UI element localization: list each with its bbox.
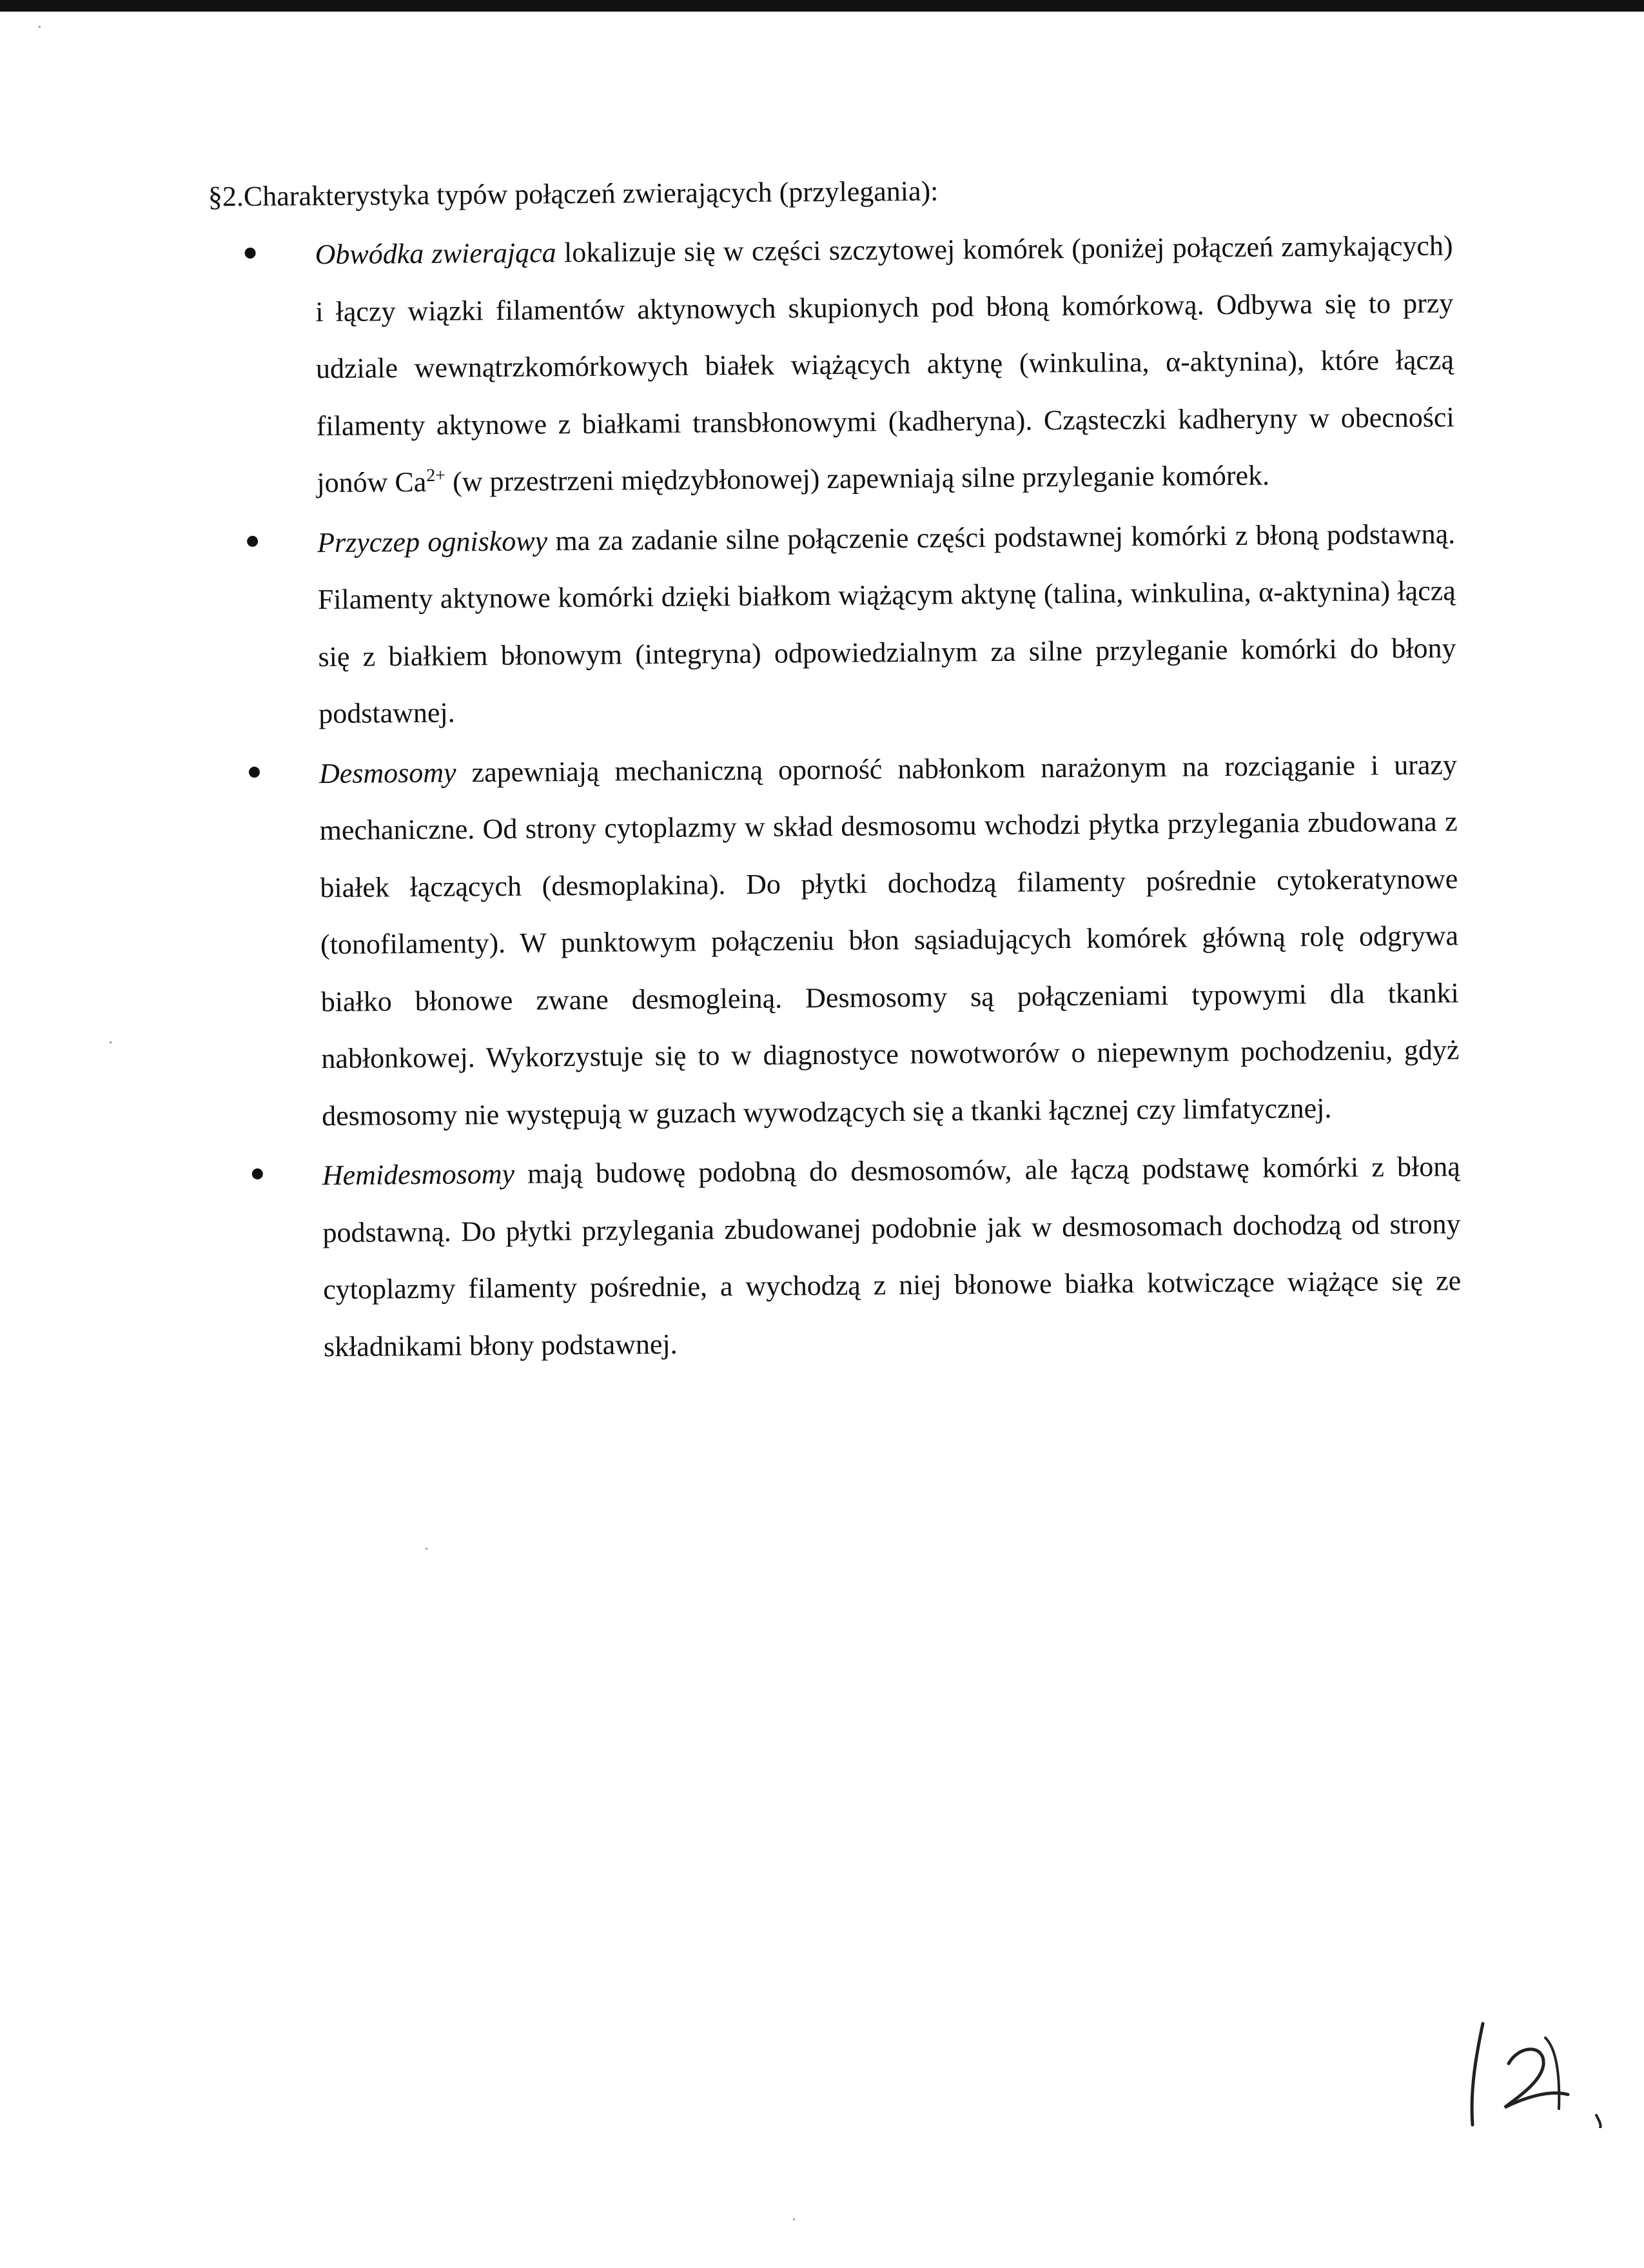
bullet-icon <box>247 535 258 546</box>
bullet-icon <box>252 1169 263 1179</box>
definition-obwodka: lokalizuje się w części szczytowej komórek (poniżej połączeń zamykających) i łączy wiązki filamentów aktynowych skupionych pod błoną komórkową. Odbywa się to przy udziale wewnątrzkomórkowych białek wiążących aktynę (winkulina, α-aktynina), które łączą filamenty aktynowe z białkami transbłonowymi (kadheryna). Cząsteczki kadheryny w obecności jonów Ca <box>315 230 1454 499</box>
bullet-icon <box>245 248 256 259</box>
section-heading: §2.Charakterystyka typów połączeń zwierających (przylegania): <box>208 175 939 213</box>
ion-charge: 2+ <box>426 465 446 486</box>
term-hemidesmosomy: Hemidesmosomy <box>322 1158 515 1192</box>
definition-obwodka-end: (w przestrzeni międzybłonowej) zapewniają silne przyleganie komórek. <box>445 459 1270 498</box>
term-desmosomy: Desmosomy <box>318 756 456 789</box>
list-item-obwodka <box>240 217 1454 512</box>
list-item-hemidesmosomy <box>248 1138 1462 1376</box>
list-item-przyczep <box>243 506 1457 744</box>
handwritten-page-number <box>1458 2018 1620 2128</box>
list-item-desmosomy <box>245 736 1460 1145</box>
definition-przyczep: ma za zadanie silne połączenie części podstawnej komórki z błoną podstawną. Filamenty aktynowe komórki dzięki białkom wiążącym aktynę (talina, winkulina, α-aktynina) łączą się z białkiem błonowym (integryna) odpowiedzialnym za silne przyleganie komórki do błony podstawnej. <box>317 517 1456 730</box>
definition-hemidesmosomy: mają budowę podobną do desmosomów, ale łączą podstawę komórki z błoną podstawną. Do płytki przylegania zbudowanej podobnie jak w desmosomach dochodzą od strony cytoplazmy filamenty pośrednie, a wychodzą z niej błonowe białka kotwiczące wiążące się ze składnikami błony podstawnej. <box>322 1150 1462 1363</box>
definition-desmosomy: zapewniają mechaniczną oporność nabłonkom narażonym na rozciąganie i urazy mechaniczne. Od strony cytoplazmy w skład desmosomu wchodzi płytka przylegania zbudowana z białek łączących (desmoplakina). Do płytki dochodzą filamenty pośrednie cytokeratynowe (tonofilamenty). W punktowym połączeniu błon sąsiadujących komórek główną rolę odgrywa białko błonowe zwane desmogleiną. Desmosomy są połączeniami typowymi dla tkanki nabłonkowej. Wykorzystuje się to w diagnostyce nowotworów o niepewnym pochodzeniu, gdyż desmosomy nie występują w guzach wywodzących się a tkanki łącznej czy limfatycznej. <box>319 748 1460 1132</box>
term-przyczep: Przyczep ogniskowy <box>317 524 548 558</box>
term-obwodka: Obwódka zwierająca <box>315 237 556 271</box>
bullet-icon <box>249 766 260 777</box>
junction-types-list <box>240 217 1462 1379</box>
